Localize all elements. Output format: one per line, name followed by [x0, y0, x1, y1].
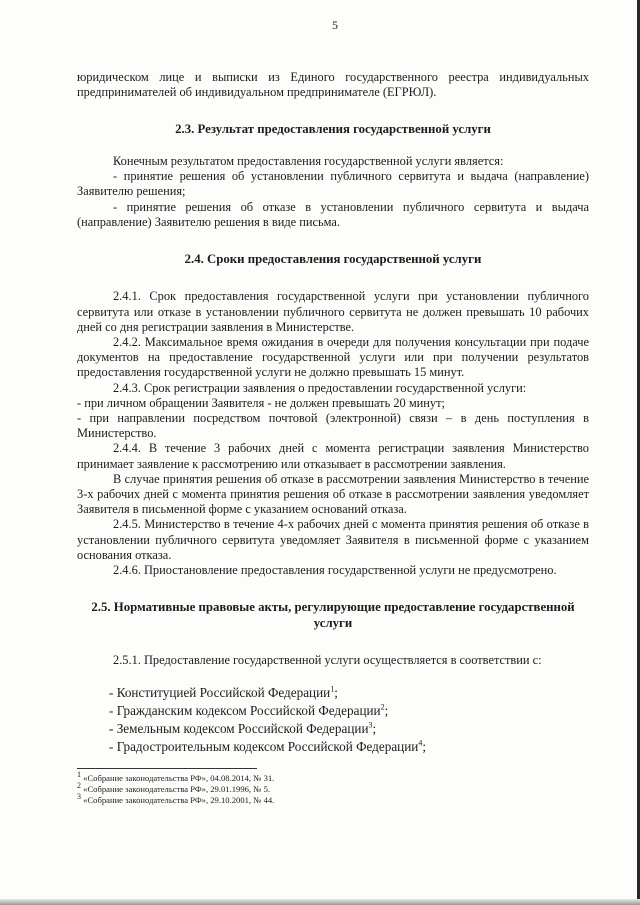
list-item: - Градостроительным кодексом Российской Федерации$^4$;: [109, 739, 427, 755]
footnote: $^2$ «Собрание законодательства РФ», 29.01.1996, № 5.: [77, 781, 271, 795]
footnote: $^1$ «Собрание законодательства РФ», 04.08.2014, № 31.: [77, 770, 275, 784]
paragraph: юридическом лице и выписки из Единого государственного реестра индивидуальных предпринимателей об индивидуальном предпринимателе (ЕГРЮЛ).: [77, 70, 589, 100]
paragraph: Конечным результатом предоставления государственной услуги является:: [113, 153, 504, 168]
footnote-divider: [77, 768, 257, 769]
paragraph: 2.5.1. Предоставление государственной услуги осуществляется в соответствии с:: [113, 653, 542, 668]
paragraph: 2.4.3. Срок регистрации заявления о предоставлении государственной услуги:: [113, 380, 527, 395]
paragraph: 2.4.2. Максимальное время ожидания в очереди для получения консультации при подаче документов на предоставление государственной услуги или при получении результатов предоставления государственной услуги не должно превышать 15 минут.: [77, 335, 589, 380]
paragraph: 2.4.4. В течение 3 рабочих дней с момента регистрации заявления Министерство принимает заявление к рассмотрению или отказывает в рассмотрении заявления.: [77, 441, 589, 471]
footnote-ref: 1: [330, 685, 335, 695]
list-item: - Конституцией Российской Федерации$^1$;: [109, 685, 338, 701]
scan-edge-bottom: [0, 899, 640, 905]
paragraph: - принятие решения об отказе в установлении публичного сервитута и выдача (направление) Заявителю решения в виде письма.: [77, 199, 589, 229]
footnote-ref: 2: [380, 703, 385, 713]
paragraph: 2.4.1. Срок предоставления государственной услуги при установлении публичного сервитута или отказе в установлении публичного сервитута не должен превышать 10 рабочих дней со дня регистрации заявления в Министерстве.: [77, 289, 589, 334]
paragraph: - принятие решения об установлении публичного сервитута и выдача (направление) Заявителю решения;: [77, 169, 589, 199]
document-body: [77, 70, 589, 806]
footnotes: [77, 770, 589, 806]
footnote-ref: 3: [368, 721, 373, 731]
footnote-ref: 4: [418, 739, 423, 749]
paragraph: - при направлении посредством почтовой (электронной) связи – в день поступления в Министерство.: [77, 411, 589, 441]
paragraph: - при личном обращении Заявителя - не должен превышать 20 минут;: [77, 395, 445, 410]
paragraph: 2.4.6. Приостановление предоставления государственной услуги не предусмотрено.: [113, 563, 557, 578]
section-heading-2-5: 2.5. Нормативные правовые акты, регулирующие предоставление государственной услуги: [91, 600, 575, 630]
legal-acts-list: [77, 684, 589, 756]
paragraph: В случае принятия решения об отказе в рассмотрении заявления Министерство в течение 3-х рабочих дней с момента принятия решения об отказе в рассмотрении заявления уведомляет Заявителя в письменной форме с указанием оснований отказа.: [77, 471, 589, 517]
footnote: $^3$ «Собрание законодательства РФ», 29.10.2001, № 44.: [77, 792, 275, 806]
paragraph: 2.4.5. Министерство в течение 4-х рабочих дней с момента принятия решения об отказе в установлении публичного сервитута уведомляет Заявителя в письменной форме с указанием основания отказа.: [77, 517, 589, 562]
page-number: 5: [332, 18, 338, 32]
list-item: - Гражданским кодексом Российской Федерации$^2$;: [109, 703, 389, 719]
section-heading-2-4: 2.4. Сроки предоставления государственной услуги: [184, 251, 482, 266]
list-item: - Земельным кодексом Российской Федерации$^3$;: [109, 721, 377, 737]
section-heading-2-3: 2.3. Результат предоставления государственной услуги: [175, 122, 491, 137]
